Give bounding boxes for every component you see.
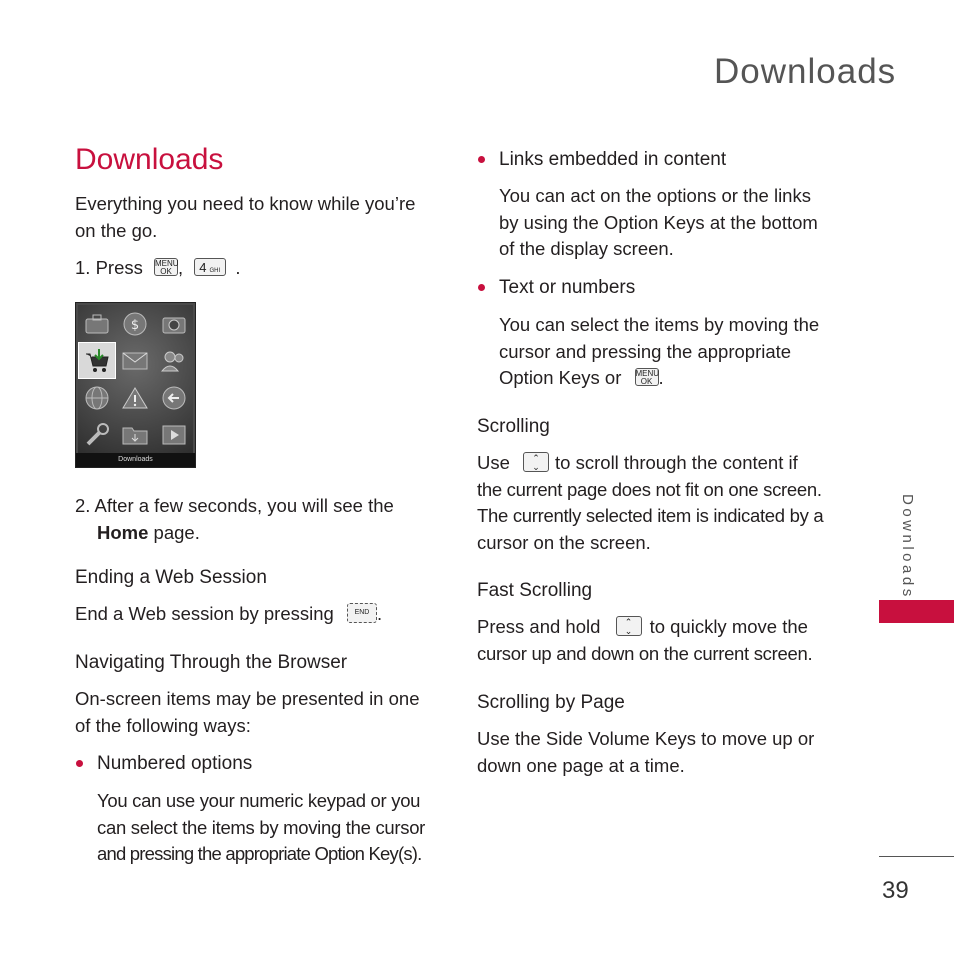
step-2-line-2: [75, 520, 394, 547]
globe-icon: [78, 379, 116, 416]
footer-divider: [879, 856, 954, 857]
bullet-icon: [478, 284, 485, 291]
navigating-heading: Navigating Through the Browser: [75, 652, 348, 673]
numbered-text: [97, 788, 425, 868]
svg-text:$: $: [131, 317, 140, 333]
text-numbers-line-2: cursor and pressing the appropriate: [499, 340, 792, 362]
links-line-3: of the display screen.: [499, 238, 674, 259]
running-header-title: Downloads: [714, 52, 897, 91]
links-text: [499, 183, 818, 263]
scrolling-by-page-text: [477, 726, 814, 779]
camera-icon: [155, 305, 193, 342]
ending-text-line: End a Web session by pressing: [75, 603, 334, 624]
numbered-heading: Numbered options: [97, 753, 253, 774]
four-ghi-key-icon: [194, 258, 226, 276]
nav-down-icon: ⌄: [624, 626, 633, 637]
navigating-line-1: On-screen items may be presented in one: [75, 688, 420, 709]
key-four-sub: GHI: [209, 268, 221, 275]
fast-line-1: [477, 614, 812, 641]
step-2: [75, 493, 394, 546]
bypage-line-1: Use the Side Volume Keys to move up or: [477, 728, 815, 749]
ending-text: [75, 601, 382, 628]
end-key-icon: [347, 603, 377, 623]
key-ok-label: OK: [160, 267, 172, 277]
step-2-line-1: 2. After a few seconds, you will see the: [75, 495, 394, 516]
phone-screen-label: Downloads: [76, 453, 195, 467]
fast-line-1b: to quickly move the: [649, 616, 808, 637]
scrolling-line-1a: Use: [477, 452, 510, 473]
navigating-line-2: of the following ways:: [75, 714, 251, 736]
envelope-icon: [116, 342, 154, 379]
numbered-line-3: and pressing the appropriate Option Key(s).: [97, 843, 422, 864]
key-menu-label: MENU: [155, 259, 179, 269]
nav-up-icon: ⌃: [624, 617, 633, 628]
nav-up-icon: ⌃: [532, 453, 540, 464]
folder-icon: [116, 416, 154, 453]
numbered-line-2: can select the items by moving the cursor: [97, 816, 426, 838]
nav-key-icon: [616, 616, 642, 636]
links-line-2: by using the Option Keys at the bottom: [499, 211, 818, 233]
key-four-label: 4: [199, 260, 207, 276]
scrolling-line-4: cursor on the screen.: [477, 531, 651, 553]
key-ok-label: OK: [640, 377, 653, 387]
key-end-label: END: [354, 609, 370, 617]
scrolling-by-page-heading: Scrolling by Page: [477, 692, 625, 713]
ending-end: .: [376, 603, 383, 624]
side-section-label: Downloads: [899, 494, 916, 600]
intro-line-1: Everything you need to know while you’re: [75, 193, 416, 214]
scrolling-line-1b: to scroll through the content if: [555, 452, 798, 473]
section-tab-marker: [879, 600, 954, 623]
fast-scrolling-heading: Fast Scrolling: [477, 580, 593, 601]
play-icon: [155, 416, 193, 453]
step-2-rest: page.: [148, 521, 200, 543]
section-title: Downloads: [75, 143, 224, 176]
links-heading: Links embedded in content: [499, 149, 727, 170]
bypage-line-2: down one page at a time.: [477, 754, 685, 776]
bullet-icon: [478, 156, 485, 163]
menu-ok-key-icon: [635, 368, 659, 386]
scrolling-text: [477, 450, 823, 556]
briefcase-icon: [78, 305, 116, 342]
download-cart-icon: [78, 342, 116, 379]
fast-line-1a: Press and hold: [477, 616, 601, 637]
nav-key-icon: [523, 452, 549, 472]
scrolling-line-1: [477, 450, 823, 477]
navigating-text: [75, 686, 419, 739]
nav-down-icon: ⌄: [532, 462, 540, 473]
intro-text: [75, 191, 415, 244]
numbered-line-1: You can use your numeric keypad or you: [97, 790, 421, 811]
step-1-sep: ,: [178, 257, 184, 278]
scrolling-line-3: The currently selected item is indicated by a: [477, 505, 824, 526]
phone-icon-grid: [78, 305, 193, 453]
text-numbers-heading: Text or numbers: [499, 277, 636, 298]
bullet-icon: [76, 760, 83, 767]
text-numbers-line-3-text: Option Keys or: [499, 367, 622, 388]
menu-ok-key-icon: [154, 258, 178, 276]
dollar-icon: [116, 305, 154, 342]
text-numbers-line-3: [499, 365, 819, 392]
scrolling-line-2: the current page does not fit on one screen.: [477, 478, 822, 500]
alert-icon: [116, 379, 154, 416]
tools-icon: [78, 416, 116, 453]
step-1: [75, 255, 241, 282]
phone-screen-image: [75, 302, 196, 468]
links-line-1: You can act on the options or the links: [499, 185, 811, 206]
step-1-prefix: 1. Press: [75, 257, 143, 278]
text-numbers-line-1: You can select the items by moving the: [499, 314, 820, 335]
contacts-icon: [155, 342, 193, 379]
text-numbers-end: .: [658, 367, 664, 388]
home-label: Home: [97, 521, 149, 543]
scrolling-heading: Scrolling: [477, 416, 550, 437]
back-arrow-icon: [155, 379, 193, 416]
step-1-end: .: [235, 257, 241, 278]
page-number: 39: [882, 877, 909, 904]
fast-scrolling-text: [477, 614, 812, 667]
ending-heading: Ending a Web Session: [75, 567, 267, 588]
fast-line-2: cursor up and down on the current screen.: [477, 642, 813, 664]
intro-line-2: on the go.: [75, 219, 158, 241]
key-menu-label: MENU: [635, 369, 660, 379]
text-numbers-text: [499, 312, 819, 392]
